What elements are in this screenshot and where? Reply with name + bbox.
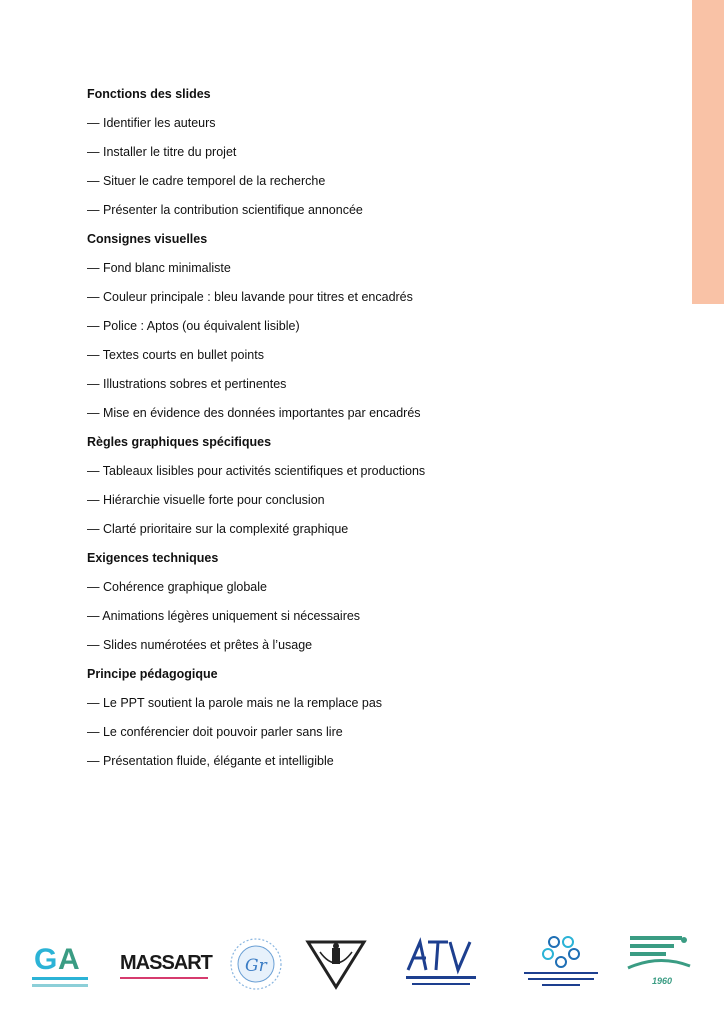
list-item: — Illustrations sobres et pertinentes [87,377,287,391]
section-heading: Principe pédagogique [87,667,218,681]
round-seal-logo-icon [228,936,284,992]
list-item: — Slides numérotées et prêtes à l’usage [87,638,313,652]
list-item: — Identifier les auteurs [87,116,216,130]
side-accent-bar [692,0,724,304]
center-logo-icon [28,935,98,993]
list-item: — Cohérence graphique globale [87,580,267,594]
svg-text:Gr: Gr [245,956,267,976]
university-year: 1960 [652,976,673,986]
faculty-logo-icon [516,932,606,992]
section-heading: Exigences techniques [87,551,219,565]
list-item: — Présentation fluide, élégante et intelligible [87,754,334,768]
list-item: — Couleur principale : bleu lavande pour titres et encadrés [87,290,413,304]
arts-association-logo-icon [398,936,484,992]
list-item: — Installer le titre du projet [87,145,237,159]
section-heading: Consignes visuelles [87,232,208,246]
list-item: — Tableaux lisibles pour activités scientifiques et productions [87,464,426,478]
list-item: — Le conférencier doit pouvoir parler sans lire [87,725,343,739]
list-item: — Mise en évidence des données importantes par encadrés [87,406,421,420]
list-item: — Le PPT soutient la parole mais ne la remplace pas [87,696,383,710]
list-item: — Textes courts en bullet points [87,348,264,362]
list-item: — Animations légères uniquement si nécessaires [87,609,361,623]
svg-text:G: G [34,943,58,976]
list-item: — Situer le cadre temporel de la recherche [87,174,326,188]
university-logo [626,932,696,994]
partner-logos-row [0,930,724,1000]
svg-text:A: A [58,943,80,976]
list-item: — Présenter la contribution scientifique annoncée [87,203,363,217]
section-heading: Fonctions des slides [87,87,211,101]
document-body [87,87,647,783]
university-emblem-icon [626,932,692,972]
list-item: — Clarté prioritaire sur la complexité graphique [87,522,349,536]
triangle-emblem-icon [305,938,367,990]
massart-logo [120,952,212,984]
list-item: — Hiérarchie visuelle forte pour conclusion [87,493,325,507]
section-heading: Règles graphiques spécifiques [87,435,272,449]
list-item: — Police : Aptos (ou équivalent lisible) [87,319,300,333]
massart-logo-text: MASSART [120,952,212,974]
list-item: — Fond blanc minimaliste [87,261,231,275]
